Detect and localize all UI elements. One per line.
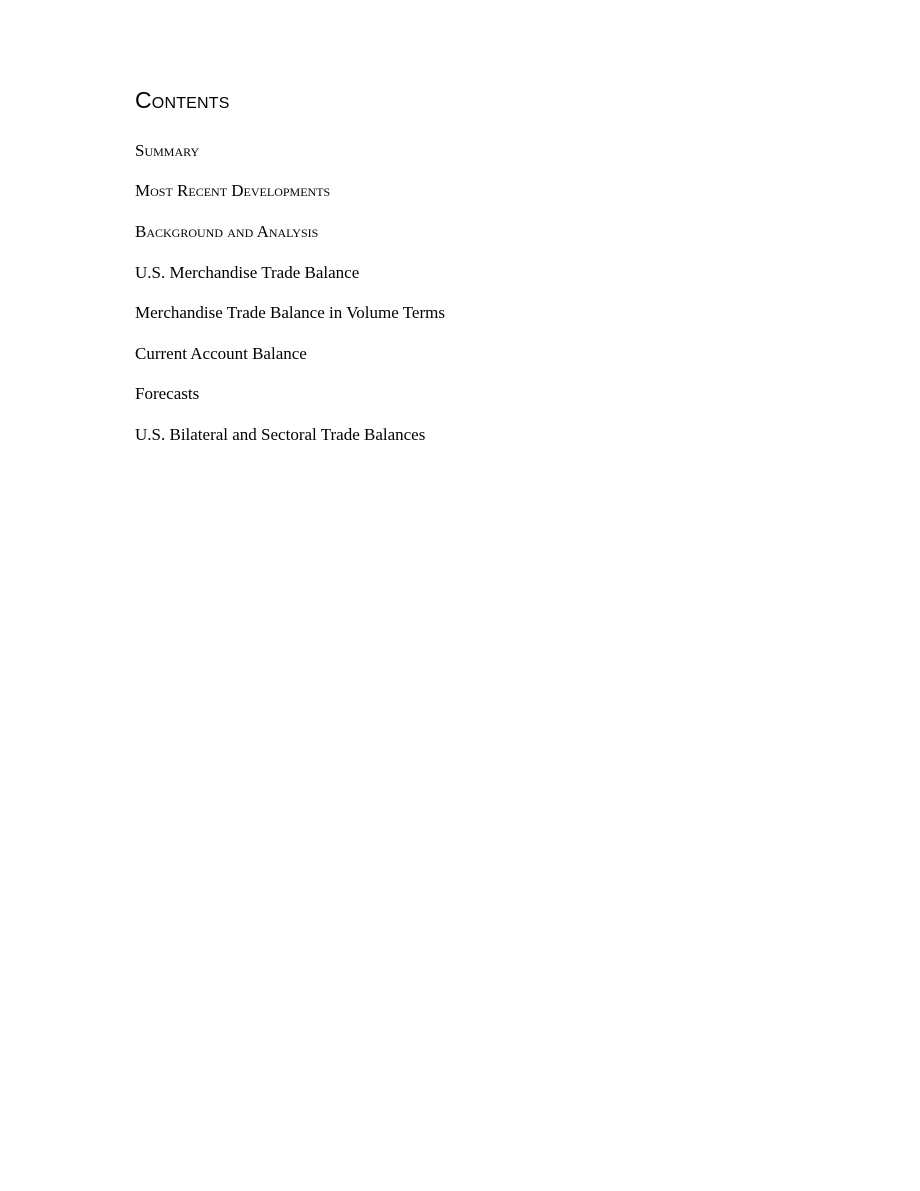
toc-entry-most-recent-developments[interactable]: Most Recent Developments — [135, 181, 331, 200]
toc-entry-summary[interactable]: Summary — [135, 141, 200, 160]
contents-heading: Contents — [135, 87, 230, 113]
toc-entry-current-account-balance[interactable]: Current Account Balance — [135, 344, 307, 363]
toc-entry-trade-balance-volume-terms[interactable]: Merchandise Trade Balance in Volume Terms — [135, 303, 445, 322]
toc-entry-background-and-analysis[interactable]: Background and Analysis — [135, 222, 319, 241]
toc-entry-merchandise-trade-balance[interactable]: U.S. Merchandise Trade Balance — [135, 263, 360, 282]
toc-entry-bilateral-sectoral-balances[interactable]: U.S. Bilateral and Sectoral Trade Balances — [135, 425, 426, 444]
toc-entry-forecasts[interactable]: Forecasts — [135, 384, 200, 403]
